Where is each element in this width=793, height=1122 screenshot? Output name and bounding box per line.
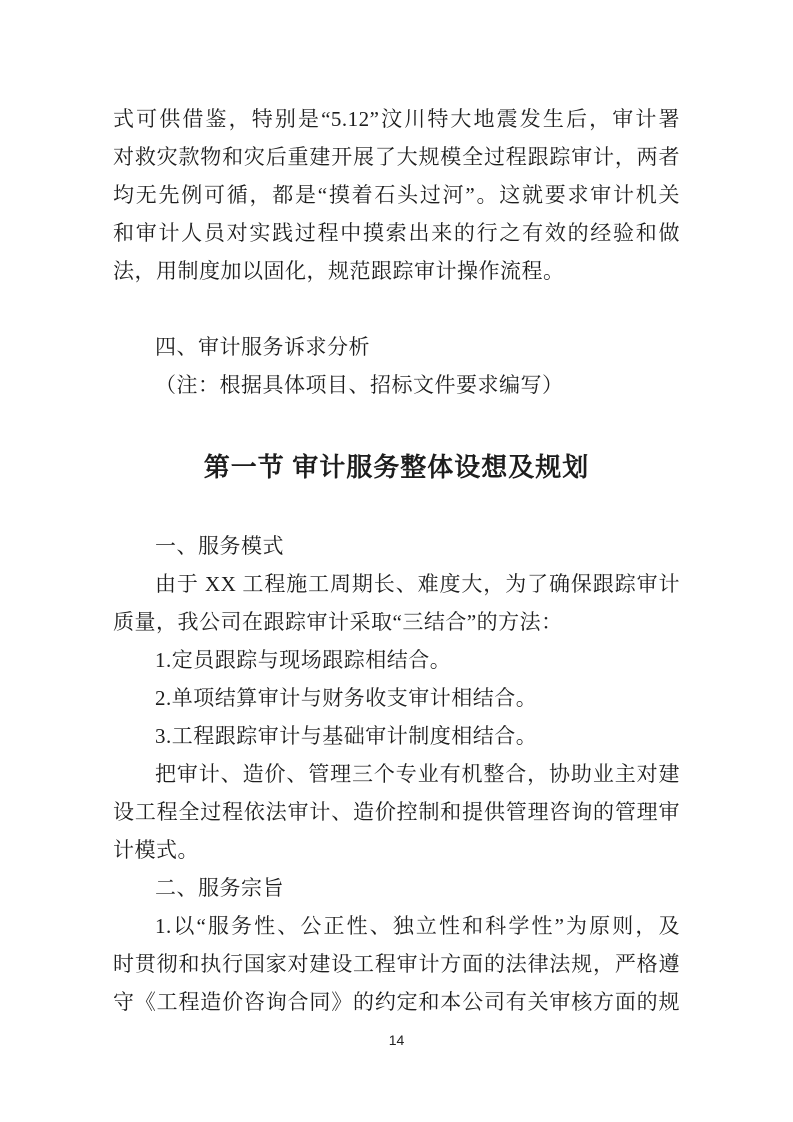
text-line: 2.单项结算审计与财务收支审计相结合。 [155, 686, 538, 710]
text-line: 式可供借鉴，特别是“5.12”汶川特大地震发生后，审计署 [113, 107, 680, 131]
text-line: 对救灾款物和灾后重建开展了大规模全过程跟踪审计，两者 [113, 145, 680, 169]
text-line: 和审计人员对实践过程中摸索出来的行之有效的经验和做 [113, 221, 680, 245]
text-line: 质量，我公司在跟踪审计采取“三结合”的方法： [113, 610, 563, 634]
text-line: 由于 XX 工程施工周期长、难度大，为了确保跟踪审计 [155, 572, 680, 596]
text-line: 计模式。 [113, 838, 199, 862]
text-line: 设工程全过程依法审计、造价控制和提供管理咨询的管理审 [113, 800, 680, 824]
text-line: 二、服务宗旨 [155, 876, 284, 900]
text-line: 守《工程造价咨询合同》的约定和本公司有关审核方面的规 [113, 990, 680, 1014]
text-line: 一、服务模式 [155, 534, 284, 558]
blank-line [113, 290, 680, 328]
text-line: 四、审计服务诉求分析 [155, 335, 370, 359]
text-line: （注：根据具体项目、招标文件要求编写） [155, 373, 564, 397]
text-line: 1.定员跟踪与现场跟踪相结合。 [155, 648, 452, 672]
text-line: 3.工程跟踪审计与基础审计制度相结合。 [155, 724, 538, 748]
text-line: 均无先例可循，都是“摸着石头过河”。这就要求审计机关 [113, 183, 680, 207]
text-line: 把审计、造价、管理三个专业有机整合，协助业主对建 [155, 762, 680, 786]
text-line: 法，用制度加以固化，规范跟踪审计操作流程。 [113, 259, 565, 283]
document-body [113, 100, 680, 1021]
text-line: 时贯彻和执行国家对建设工程审计方面的法律法规，严格遵 [113, 952, 680, 976]
page-number: 14 [388, 1032, 405, 1048]
text-line: 1.以“服务性、公正性、独立性和科学性”为原则，及 [155, 914, 680, 938]
section-heading: 第一节 审计服务整体设想及规划 [203, 453, 590, 482]
